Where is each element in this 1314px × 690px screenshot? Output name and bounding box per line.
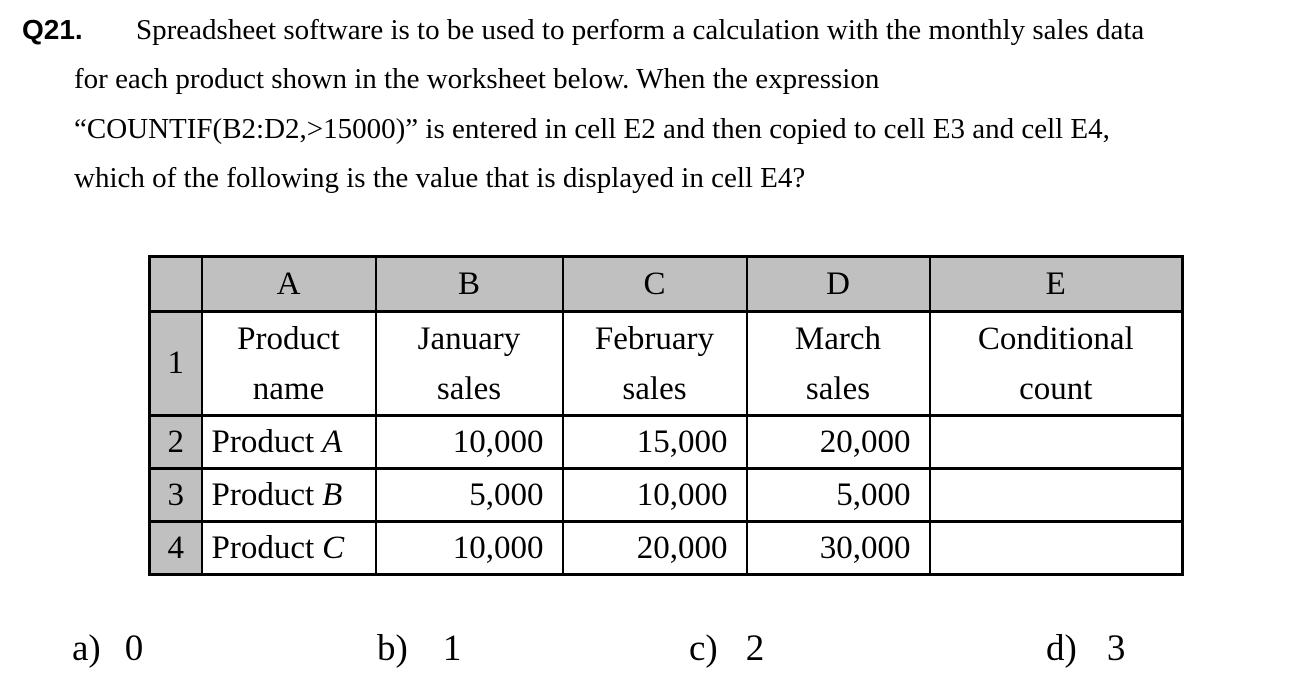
cell-b1-line1: January — [417, 320, 521, 357]
answer-option-b-value: 1 — [442, 628, 462, 669]
cell-a2-product-letter: A — [322, 423, 343, 460]
row-number-3: 3 — [150, 469, 202, 522]
column-header-row — [150, 257, 1183, 312]
answer-option-d-value: 3 — [1106, 628, 1126, 669]
answer-option-b-label: b) — [377, 628, 408, 669]
cell-a4 — [202, 522, 376, 575]
cell-d1-line2: sales — [805, 370, 871, 407]
cell-b2: 10,000 — [376, 416, 563, 469]
answer-option-c — [689, 630, 764, 667]
cell-c2: 15,000 — [563, 416, 747, 469]
column-header-c: C — [563, 257, 747, 312]
question-text-line-2: for each product shown in the worksheet below. When the expression — [74, 63, 880, 95]
cell-e4 — [930, 522, 1183, 575]
answer-option-c-value: 2 — [745, 628, 765, 669]
cell-e2 — [930, 416, 1183, 469]
cell-c1-line1: February — [594, 320, 715, 357]
worksheet-row-3 — [150, 469, 1183, 522]
cell-d1-line1: March — [794, 320, 882, 357]
cell-d1 — [747, 312, 930, 416]
cell-e1-line2: count — [1019, 370, 1093, 407]
question-text-line-3: “COUNTIF(B2:D2,>15000)” is entered in cell E2 and then copied to cell E3 and cell E4, — [74, 113, 1110, 145]
cell-a3 — [202, 469, 376, 522]
answer-option-d-label: d) — [1046, 628, 1077, 669]
cell-d2: 20,000 — [747, 416, 930, 469]
cell-c1 — [563, 312, 747, 416]
column-header-a: A — [202, 257, 376, 312]
cell-d3: 5,000 — [747, 469, 930, 522]
question-number: Q21. — [22, 14, 83, 45]
answer-option-a — [72, 630, 143, 667]
answer-option-a-label: a) — [72, 628, 101, 669]
worksheet-table — [148, 255, 1184, 576]
cell-a2-text: Product — [211, 423, 315, 460]
cell-a1-line1: Product — [237, 320, 340, 357]
worksheet-table-container — [148, 255, 1184, 576]
worksheet-row-1 — [150, 312, 1183, 416]
row-number-1: 1 — [150, 312, 202, 416]
cell-e1 — [930, 312, 1183, 416]
cell-c4: 20,000 — [563, 522, 747, 575]
column-header-d: D — [747, 257, 930, 312]
question-text-line-4: which of the following is the value that is displayed in cell E4? — [74, 162, 806, 194]
cell-d4: 30,000 — [747, 522, 930, 575]
worksheet-row-4 — [150, 522, 1183, 575]
cell-c1-line2: sales — [622, 370, 687, 407]
answer-option-d — [1046, 630, 1125, 667]
cell-b1-line2: sales — [436, 370, 502, 407]
column-header-e: E — [930, 257, 1183, 312]
cell-a3-text: Product — [211, 476, 315, 513]
cell-a3-product-letter: B — [322, 476, 343, 513]
cell-b3: 5,000 — [376, 469, 563, 522]
answer-option-b — [377, 630, 461, 667]
column-header-b: B — [376, 257, 563, 312]
answer-option-c-label: c) — [689, 628, 718, 669]
cell-b4: 10,000 — [376, 522, 563, 575]
row-number-2: 2 — [150, 416, 202, 469]
cell-a4-product-letter: C — [322, 529, 345, 566]
cell-a2 — [202, 416, 376, 469]
cell-c3: 10,000 — [563, 469, 747, 522]
answer-option-a-value: 0 — [124, 628, 144, 669]
cell-a1-line2: name — [252, 370, 325, 407]
cell-a4-text: Product — [211, 529, 315, 566]
worksheet-row-2 — [150, 416, 1183, 469]
corner-cell — [150, 257, 202, 312]
question-text-line-1: Spreadsheet software is to be used to perform a calculation with the monthly sales data — [136, 14, 1145, 46]
cell-b1 — [376, 312, 563, 416]
row-number-4: 4 — [150, 522, 202, 575]
cell-e1-line1: Conditional — [977, 320, 1134, 357]
cell-a1 — [202, 312, 376, 416]
cell-e3 — [930, 469, 1183, 522]
